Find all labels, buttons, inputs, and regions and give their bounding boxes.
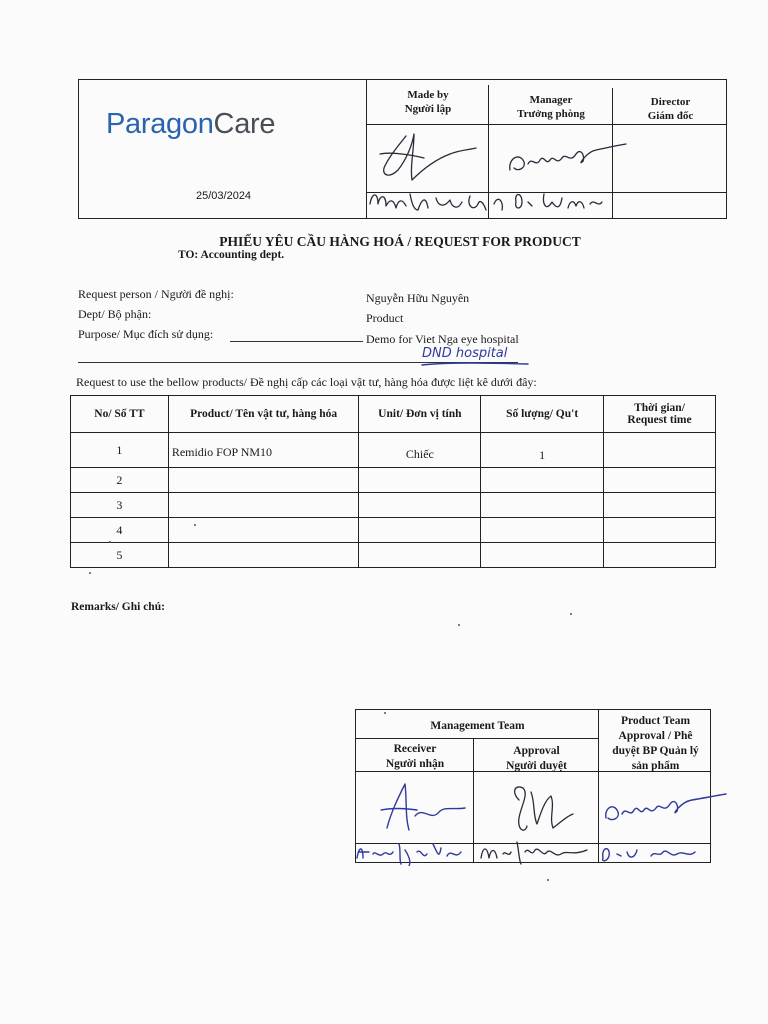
handwritten-note: DND hospital — [422, 346, 508, 361]
row-request-time — [604, 518, 716, 543]
row-product — [168, 468, 359, 493]
scan-dot — [547, 879, 549, 881]
document-title: PHIẾU YÊU CẦU HÀNG HOÁ / REQUEST FOR PRODUCT — [219, 234, 581, 249]
to-line: TO: Accounting dept. — [178, 249, 285, 261]
row-unit — [359, 518, 481, 543]
table-row — [71, 468, 716, 493]
remarks-label: Remarks/ Ghi chú: — [71, 601, 165, 613]
dept-value: Product — [366, 311, 404, 325]
management-team-label: Management Team — [430, 720, 525, 732]
scan-dot — [89, 572, 91, 574]
receiver-signature — [357, 772, 473, 842]
scan-dot — [194, 524, 196, 526]
management-name-signatures — [355, 836, 715, 866]
row-number: 4 — [71, 518, 169, 543]
product-team-signature — [600, 772, 730, 842]
request-person-value: Nguyễn Hữu Nguyên — [366, 291, 470, 305]
purpose-blank-line — [230, 341, 363, 342]
paragoncare-logo: ParagonCare — [106, 108, 276, 140]
header-unit: Unit/ Đơn vị tính — [359, 396, 481, 433]
scan-dot — [109, 541, 111, 543]
manager-signature — [490, 124, 630, 192]
table-header-row — [71, 396, 716, 433]
scan-dot — [570, 613, 572, 615]
row-quantity — [481, 518, 604, 543]
mgmt-row-line — [355, 738, 598, 739]
header-quantity: Số lượng/ Qu't — [481, 396, 604, 433]
row-number: 5 — [71, 543, 169, 568]
row-product — [168, 518, 359, 543]
manager-label: Manager Trưởng phòng — [517, 94, 585, 120]
purpose-label: Purpose/ Mục đích sử dụng: — [78, 327, 214, 341]
row-quantity — [481, 543, 604, 568]
row-quantity: 1 — [481, 433, 604, 468]
row-unit — [359, 493, 481, 518]
product-table — [70, 395, 716, 568]
table-row — [71, 493, 716, 518]
row-unit — [359, 543, 481, 568]
receiver-label: Receiver Người nhận — [385, 743, 445, 770]
row-unit: Chiếc — [359, 433, 481, 468]
row-number: 2 — [71, 468, 169, 493]
made-by-label: Made by Người lập — [404, 89, 452, 115]
header-request-time: Thời gian/ Request time — [604, 396, 716, 433]
handwritten-underline — [420, 361, 532, 369]
scan-dot — [458, 624, 460, 626]
row-number: 1 — [71, 433, 169, 468]
approval-label: Approval Người duyệt — [506, 745, 567, 772]
table-row — [71, 518, 716, 543]
row-quantity — [481, 468, 604, 493]
row-unit — [359, 468, 481, 493]
row-quantity — [481, 493, 604, 518]
made-by-signature — [368, 124, 488, 192]
director-label: Director Giám đốc — [647, 96, 694, 122]
table-row — [71, 433, 716, 468]
row-request-time — [604, 543, 716, 568]
header-name-signatures — [366, 184, 612, 218]
row-request-time — [604, 468, 716, 493]
row-product: Remidio FOP NM10 — [168, 433, 359, 468]
table-row — [71, 543, 716, 568]
product-team-label: Product Team Approval / Phê duyệt BP Quản lý sản phẩm — [612, 715, 699, 772]
request-person-label: Request person / Người đề nghị: — [78, 287, 234, 301]
purpose-value: Demo for Viet Nga eye hospital — [366, 332, 519, 346]
scan-dot — [384, 712, 386, 714]
header-product: Product/ Tên vật tư, hàng hóa — [168, 396, 359, 433]
row-request-time — [604, 433, 716, 468]
row-product — [168, 543, 359, 568]
row-product — [168, 493, 359, 518]
header-no: No/ Số TT — [71, 396, 169, 433]
approval-signature — [475, 772, 598, 842]
dept-label: Dept/ Bộ phận: — [78, 307, 152, 321]
row-request-time — [604, 493, 716, 518]
header-date: 25/03/2024 — [196, 190, 252, 202]
row-number: 3 — [71, 493, 169, 518]
request-sentence: Request to use the bellow products/ Đề nghị cấp các loại vật tư, hàng hóa được liệt kê dưới đây: — [76, 375, 537, 389]
